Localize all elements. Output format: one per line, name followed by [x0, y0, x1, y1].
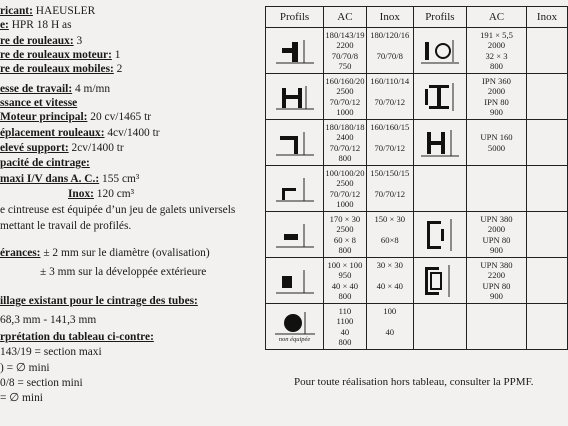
profile-icon-cell-left — [266, 258, 324, 304]
value-line: 170 × 30 — [329, 214, 361, 225]
value-line: 2000 — [487, 86, 506, 97]
manufacturer-line: ricant: HAEUSLER — [0, 5, 96, 17]
value-line: 180/143/19 — [325, 30, 365, 41]
flat-bar-edge-icon — [266, 220, 323, 250]
inox-value-cell — [527, 74, 568, 120]
motor-rollers-line: re de rouleaux moteur: 1 — [0, 49, 121, 61]
value-line: 900 — [490, 106, 503, 117]
inox-value-cell — [366, 120, 413, 166]
value-line: 40 × 40 — [376, 280, 403, 291]
flat-bar-roll-icon — [414, 36, 466, 66]
table-header-row — [266, 7, 568, 28]
ac-value-cell — [467, 212, 527, 258]
ac-value-cell — [324, 258, 367, 304]
value-line: 5000 — [487, 142, 506, 153]
bending-capacity-heading: pacité de cintrage: — [0, 157, 90, 169]
tube-tooling-heading: illage existant pour le cintrage des tubes: — [0, 295, 198, 307]
icon-caption: non équipée — [278, 336, 311, 343]
t-leg-in-icon — [266, 128, 323, 158]
support-lift-line: elevé support: 2cv/1400 tr — [0, 142, 124, 154]
ac-value-cell — [467, 28, 527, 74]
profile-icon-cell-left — [266, 28, 324, 74]
value-line: 800 — [338, 290, 352, 301]
square-bar-icon — [266, 266, 323, 296]
table-row — [266, 166, 568, 212]
value-line: 30 × 30 — [376, 260, 403, 271]
value-line: 800 — [338, 152, 352, 163]
profile-icon-cell-right — [413, 74, 466, 120]
value-line: 40 — [340, 326, 350, 337]
inox-value-cell — [527, 304, 568, 350]
type-line: e: HPR 18 H as — [0, 19, 72, 31]
inox-value-cell — [366, 74, 413, 120]
value-line: 70/70/12 — [329, 96, 361, 107]
value-line: 40 — [385, 326, 395, 337]
inox-value-cell — [366, 304, 413, 350]
value-line — [367, 132, 413, 142]
value-line: IPN 80 — [484, 96, 509, 107]
profile-icon-cell-right — [413, 212, 466, 258]
h-beam-icon — [414, 128, 466, 158]
spec-sheet-left — [0, 0, 262, 426]
ac-value-cell — [467, 74, 527, 120]
value-line: 70/70/8 — [376, 50, 403, 61]
header-ac-2: AC — [467, 7, 527, 28]
angle-leg-out-icon — [266, 174, 323, 204]
inox-value-cell — [527, 120, 568, 166]
channel-flange-in-icon — [414, 217, 466, 253]
value-line: 2200 — [336, 40, 354, 51]
value-line — [367, 337, 413, 347]
interpretation-line-4: = ∅ mini — [0, 392, 43, 404]
table-row — [266, 258, 568, 304]
value-line: UPN 80 — [482, 234, 511, 245]
value-line — [367, 153, 413, 163]
value-line: 60 × 8 — [333, 234, 356, 245]
inox-value-cell — [366, 258, 413, 304]
ac-value-cell — [324, 120, 367, 166]
value-line: 70/70/12 — [374, 142, 406, 153]
profiles-capacity-table — [265, 6, 568, 350]
inox-value-cell — [527, 212, 568, 258]
tolerances-line: érances: ± 2 mm sur le diamètre (ovalisation) — [0, 247, 210, 259]
max-inox-line: Inox: 120 cm³ — [68, 188, 135, 200]
value-line: 100 — [383, 306, 397, 317]
table-row — [266, 28, 568, 74]
profile-icon-cell-right — [413, 258, 466, 304]
value-line: 180/180/18 — [325, 122, 365, 133]
ac-value-cell — [324, 212, 367, 258]
value-line: 160/110/14 — [370, 76, 410, 87]
value-line: 800 — [490, 60, 503, 71]
interpretation-line-2: ) = ∅ mini — [0, 362, 50, 374]
value-line — [367, 291, 413, 301]
rollers-line: re de rouleaux: 3 — [0, 35, 83, 47]
value-line: 900 — [490, 244, 503, 255]
profile-icon-cell-right — [413, 28, 466, 74]
value-line: 70/70/12 — [329, 188, 361, 199]
value-line: 70/70/12 — [374, 96, 406, 107]
profile-icon-cell-left — [266, 74, 324, 120]
i-beam-flange-icon — [266, 82, 323, 112]
value-line: 70/70/12 — [329, 142, 361, 153]
table-row — [266, 304, 568, 350]
value-line: IPN 360 — [482, 76, 511, 87]
inox-value-cell — [366, 28, 413, 74]
value-line: UPN 380 — [480, 260, 513, 271]
value-line: UPN 380 — [480, 214, 513, 225]
value-line: 2500 — [336, 178, 354, 189]
value-line: 32 × 3 — [485, 50, 508, 61]
value-line: 800 — [338, 244, 352, 255]
i-beam-web-icon — [414, 81, 466, 113]
ac-value-cell — [467, 120, 527, 166]
value-line: 150/150/15 — [370, 168, 410, 179]
round-bar-icon — [266, 310, 323, 336]
value-line: 2500 — [336, 86, 354, 97]
value-line: 70/70/12 — [374, 188, 406, 199]
value-line: 800 — [338, 336, 352, 347]
profile-icon-cell-right — [413, 120, 466, 166]
main-motor-line: Moteur principal: 20 cv/1465 tr — [0, 111, 152, 123]
header-inox: Inox — [366, 7, 413, 28]
table-row — [266, 212, 568, 258]
value-line: 1100 — [336, 316, 354, 327]
profile-icon-cell-right — [413, 304, 466, 350]
interpretation-line-3: 0/8 = section mini — [0, 377, 83, 389]
value-line — [367, 199, 413, 209]
mobile-rollers-line: re de rouleaux mobiles: 2 — [0, 63, 123, 75]
ac-value-cell — [467, 258, 527, 304]
value-line: 900 — [490, 290, 503, 301]
value-line: UPN 80 — [482, 280, 511, 291]
header-profils-2: Profils — [413, 7, 466, 28]
ac-value-cell — [324, 166, 367, 212]
value-line — [367, 86, 413, 96]
tolerances-line-2: ± 3 mm sur la développée extérieure — [40, 266, 207, 278]
value-line: 70/70/8 — [331, 50, 359, 61]
profile-icon-cell-left — [266, 212, 324, 258]
header-ac: AC — [324, 7, 367, 28]
rollers-equipment-text: e cintreuse est équipée d’un jeu de galets universels — [0, 204, 236, 216]
profile-icon-cell-left — [266, 166, 324, 212]
inox-value-cell — [366, 166, 413, 212]
t-profile-icon — [266, 36, 323, 66]
value-line: 180/120/16 — [370, 30, 410, 41]
value-line: 60×8 — [380, 234, 399, 245]
value-line: 1000 — [336, 106, 354, 117]
value-line — [367, 245, 413, 255]
inox-value-cell — [527, 166, 568, 212]
value-line — [367, 316, 413, 326]
value-line: 2000 — [487, 40, 506, 51]
inox-value-cell — [527, 258, 568, 304]
value-line: 160/160/20 — [325, 76, 365, 87]
value-line: 1000 — [336, 198, 354, 209]
header-profils: Profils — [266, 7, 324, 28]
value-line — [367, 40, 413, 50]
power-speed-heading: ssance et vitesse — [0, 97, 78, 109]
profile-icon-cell-left — [266, 304, 324, 350]
value-line: 2500 — [336, 224, 354, 235]
profiles-work-text: mettant le travail de profilés. — [0, 220, 132, 232]
ac-value-cell — [467, 166, 527, 212]
max-ac-line: maxi I/V dans A. C.: 155 cm³ — [0, 173, 140, 185]
value-line: 160/160/15 — [370, 122, 410, 133]
profile-icon-cell-left — [266, 120, 324, 166]
value-line: 950 — [338, 270, 352, 281]
header-inox-2: Inox — [527, 7, 568, 28]
value-line — [367, 178, 413, 188]
channel-flange-out-icon — [414, 263, 466, 299]
value-line: 191 × 5,5 — [480, 30, 513, 41]
roller-displacement-line: éplacement rouleaux: 4cv/1400 tr — [0, 127, 160, 139]
value-line: 2400 — [336, 132, 354, 143]
table-row — [266, 120, 568, 166]
value-line: 100 × 100 — [327, 260, 363, 271]
interpretation-line-1: 143/19 = section maxi — [0, 346, 102, 358]
value-line: 110 — [338, 306, 352, 317]
value-line — [367, 270, 413, 280]
value-line: 750 — [338, 60, 352, 71]
value-line — [367, 61, 413, 71]
profile-icon-cell-right — [413, 166, 466, 212]
inox-value-cell — [527, 28, 568, 74]
value-line: UPN 160 — [480, 132, 513, 143]
ac-value-cell — [324, 74, 367, 120]
value-line — [367, 224, 413, 234]
table-row — [266, 74, 568, 120]
value-line: 100/100/20 — [325, 168, 365, 179]
tube-tooling-range: 68,3 mm - 141,3 mm — [0, 314, 97, 326]
value-line: 2200 — [487, 270, 506, 281]
value-line — [367, 107, 413, 117]
work-speed-line: esse de travail: 4 m/mn — [0, 83, 111, 95]
value-line: 40 × 40 — [331, 280, 359, 291]
value-line: 150 × 30 — [374, 214, 406, 225]
footnote: Pour toute réalisation hors tableau, consulter la PPMF. — [294, 376, 534, 388]
ac-value-cell — [324, 28, 367, 74]
ac-value-cell — [467, 304, 527, 350]
ac-value-cell — [324, 304, 367, 350]
inox-value-cell — [366, 212, 413, 258]
interpretation-heading: rprétation du tableau ci-contre: — [0, 331, 154, 343]
value-line: 2000 — [487, 224, 506, 235]
